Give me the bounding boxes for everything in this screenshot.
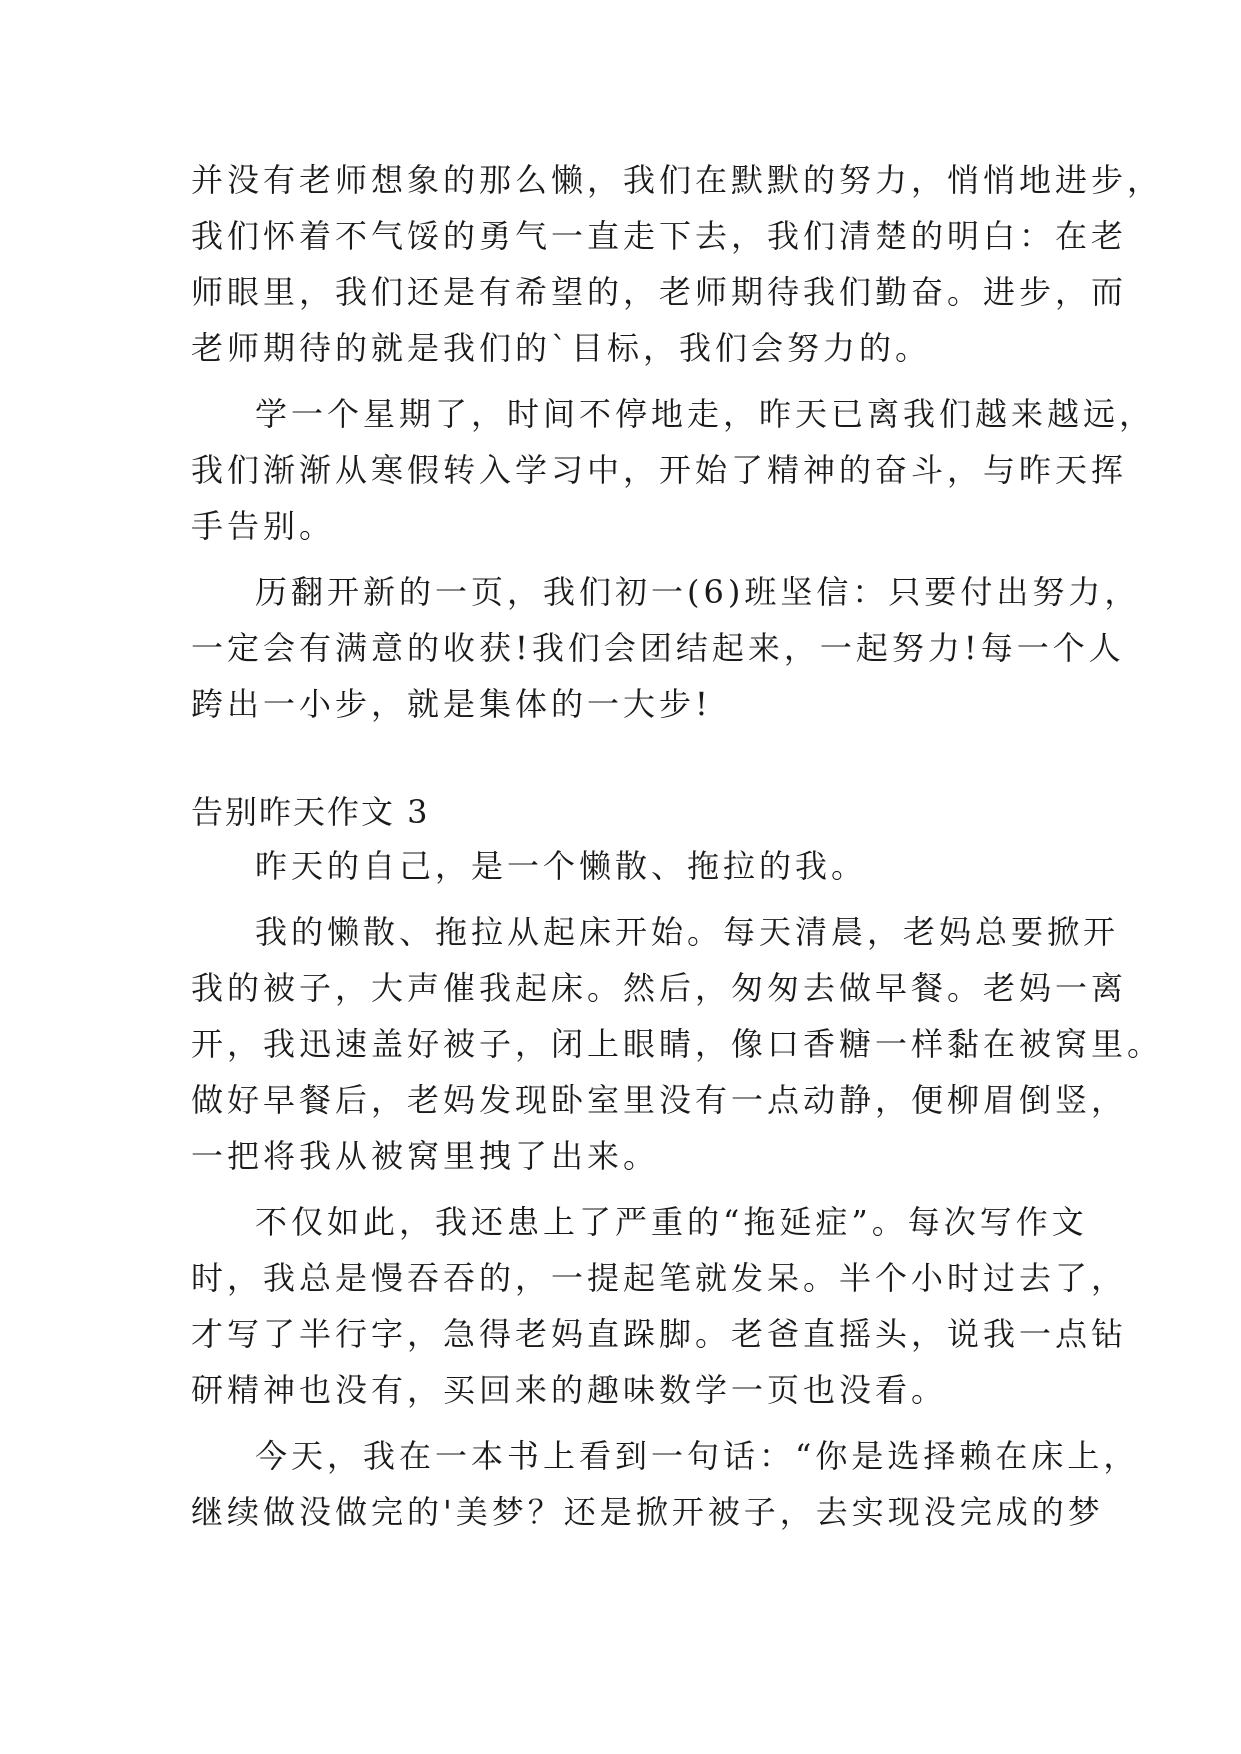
paragraph-line: 昨天的自己，是一个懒散、拖拉的我。 [255,847,868,885]
paragraph-line: 手告别。 [191,507,336,545]
paragraph-line: 做好早餐后，老妈发现卧室里没有一点动静，便柳眉倒竖， [191,1081,1128,1119]
paragraph-line: 研精神也没有，买回来的趣味数学一页也没看。 [191,1371,948,1409]
paragraph-line: 跨出一小步，就是集体的一大步! [191,685,712,723]
section-heading: 告别昨天作文 3 [191,793,430,831]
paragraph-line: 历翻开新的一页，我们初一(6)班坚信：只要付出努力， [255,573,1141,611]
paragraph-line: 今天，我在一本书上看到一句话：“你是选择赖在床上， [255,1437,1140,1475]
paragraph-line: 我的被子，大声催我起床。然后，匆匆去做早餐。老妈一离 [191,969,1128,1007]
paragraph-line: 我的懒散、拖拉从起床开始。每天清晨，老妈总要掀开 [255,913,1120,951]
paragraph-line: 一定会有满意的收获!我们会团结起来，一起努力!每一个人 [191,629,1125,667]
paragraph-line: 开，我迅速盖好被子，闭上眼睛，像口香糖一样黏在被窝里。 [191,1025,1164,1063]
paragraph-line: 才写了半行字，急得老妈直跺脚。老爸直摇头，说我一点钻 [191,1315,1128,1353]
paragraph-line: 我们怀着不气馁的勇气一直走下去，我们清楚的明白：在老 [191,217,1128,255]
paragraph-line: 学一个星期了，时间不停地走，昨天已离我们越来越远， [255,395,1156,433]
paragraph-line: 师眼里，我们还是有希望的，老师期待我们勤奋。进步，而 [191,273,1128,311]
paragraph-line: 时，我总是慢吞吞的，一提起笔就发呆。半个小时过去了， [191,1259,1128,1297]
paragraph-line: 并没有老师想象的那么懒，我们在默默的努力，悄悄地进步， [191,161,1164,199]
paragraph-line: 一把将我从被窝里拽了出来。 [191,1137,660,1175]
paragraph-line: 老师期待的就是我们的`目标，我们会努力的。 [191,329,932,367]
paragraph-line: 不仅如此，我还患上了严重的“拖延症”。每次写作文 [255,1203,1088,1241]
paragraph-line: 我们渐渐从寒假转入学习中，开始了精神的奋斗，与昨天挥 [191,451,1128,489]
paragraph-line: 继续做没做完的'美梦？还是掀开被子，去实现没完成的梦 [191,1493,1104,1531]
